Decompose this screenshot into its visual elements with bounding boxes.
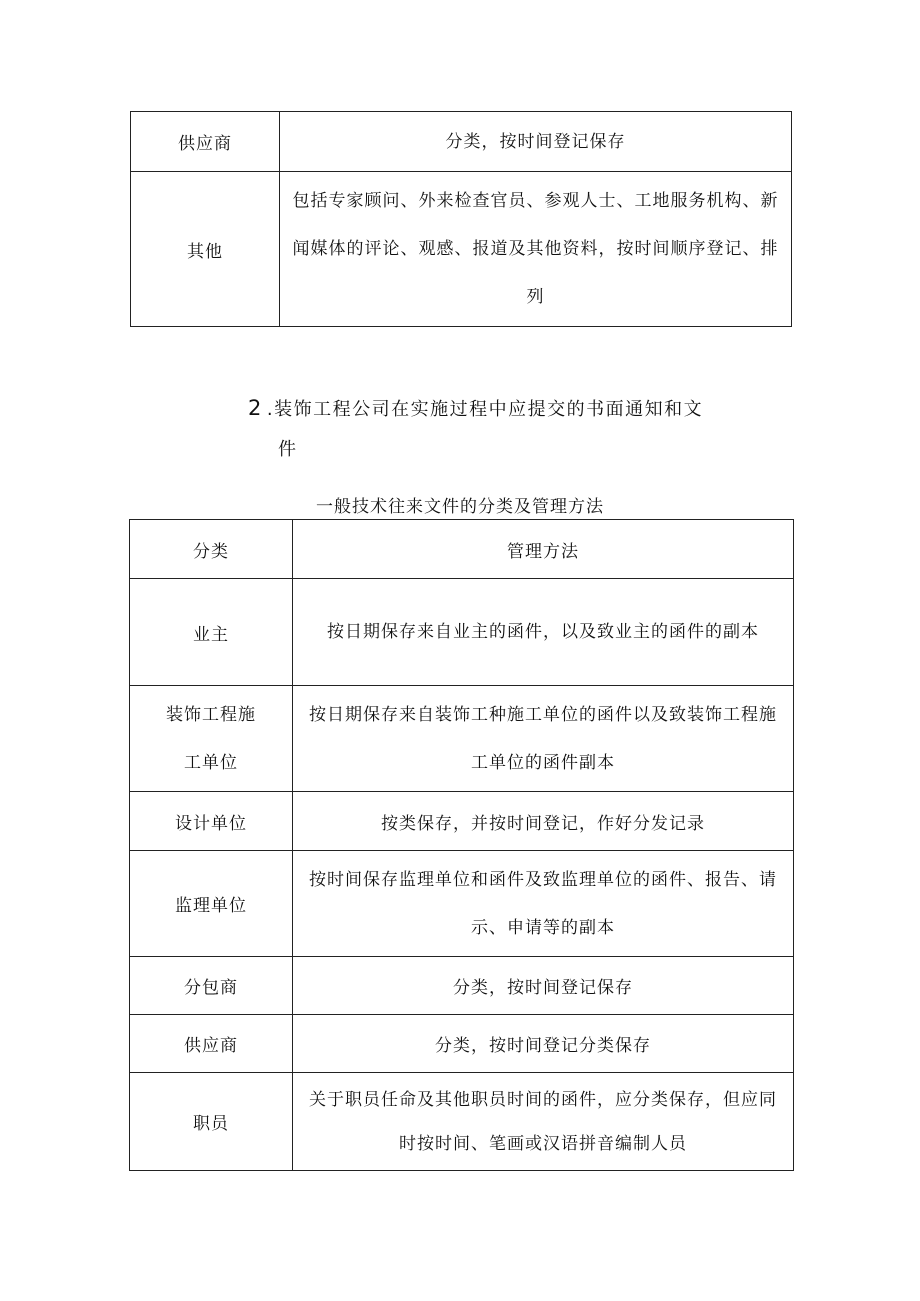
table-row: [130, 957, 794, 1015]
method-cell: 分类，按时间登记保存: [293, 957, 794, 1015]
method-cell: 关于职员任命及其他职员时间的函件，应分类保存，但应同时按时间、笔画或汉语拼音编制人员: [293, 1073, 794, 1171]
section-title-continued: 件: [278, 439, 298, 460]
table-row: [130, 792, 794, 851]
method-cell: 按时间保存监理单位和函件及致监理单位的函件、报告、请示、申请等的副本: [293, 851, 794, 957]
method-cell: 分类，按时间登记保存: [280, 112, 792, 172]
table-row: [131, 172, 792, 327]
method-cell: 按日期保存来自装饰工种施工单位的函件以及致装饰工程施工单位的函件副本: [293, 686, 794, 792]
category-cell: 业主: [130, 579, 293, 686]
table-row: [131, 112, 792, 172]
category-cell: 装饰工程施工单位: [130, 686, 293, 792]
category-cell: 职员: [130, 1073, 293, 1171]
table-row: [130, 579, 794, 686]
method-cell: 按日期保存来自业主的函件，以及致业主的函件的副本: [293, 579, 794, 686]
header-category: 分类: [130, 520, 293, 579]
section-heading: [248, 392, 704, 460]
category-cell: 供应商: [130, 1015, 293, 1073]
category-cell: 设计单位: [130, 792, 293, 851]
correspondence-table: [129, 519, 794, 1171]
section-number: 2: [248, 396, 263, 420]
header-method: 管理方法: [293, 520, 794, 579]
method-cell: 分类，按时间登记分类保存: [293, 1015, 794, 1073]
category-cell: 供应商: [131, 112, 280, 172]
section-title: .装饰工程公司在实施过程中应提交的书面通知和文: [266, 399, 704, 420]
table-row: [130, 686, 794, 792]
category-cell: 其他: [131, 172, 280, 327]
method-cell: 按类保存，并按时间登记，作好分发记录: [293, 792, 794, 851]
category-cell: 监理单位: [130, 851, 293, 957]
table-caption: 一般技术往来文件的分类及管理方法: [316, 497, 604, 517]
table-row: [130, 851, 794, 957]
table-row: [130, 1073, 794, 1171]
table-header-row: [130, 520, 794, 579]
table-row: [130, 1015, 794, 1073]
method-cell: 包括专家顾问、外来检查官员、参观人士、工地服务机构、新闻媒体的评论、观感、报道及其他资料，按时间顺序登记、排列: [280, 172, 792, 327]
records-table-continued: [130, 111, 792, 327]
category-cell: 分包商: [130, 957, 293, 1015]
